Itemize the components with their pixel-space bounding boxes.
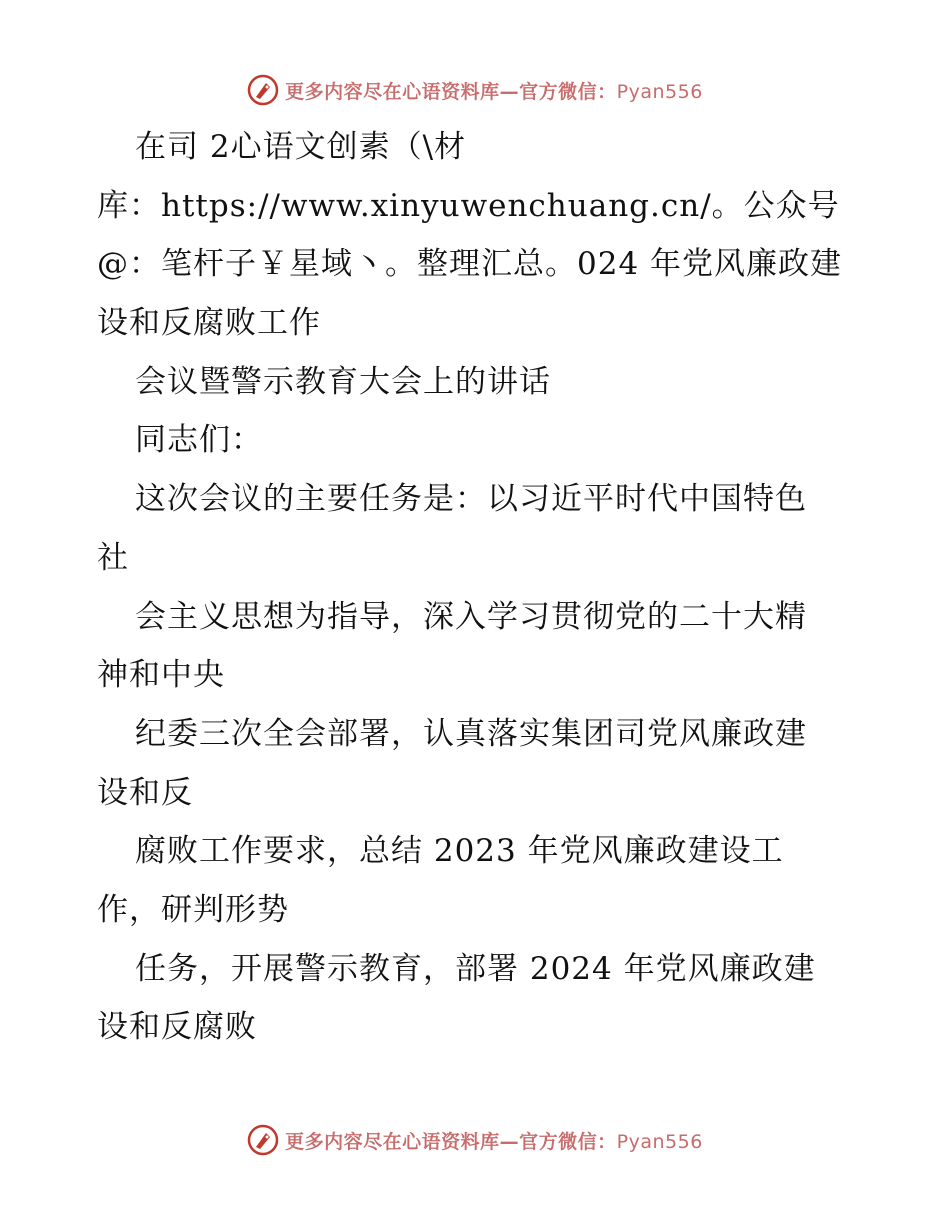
paragraph-line: 任务，开展警示教育，部署 2024 年党风廉政建 xyxy=(135,950,816,987)
paragraph-line: 腐败工作要求，总结 2023 年党风廉政建设工 xyxy=(135,833,784,870)
pen-nib-logo-icon xyxy=(247,74,279,106)
footer-banner-text xyxy=(285,1127,703,1154)
paragraph-line: 同志们： xyxy=(135,422,263,459)
paragraph-line: 在司 2心语文创素（\材 xyxy=(135,129,467,165)
paragraph-line: 设和反腐败 xyxy=(97,1009,257,1046)
paragraph-line: 会主义思想为指导，深入学习贯彻党的二十大精 xyxy=(135,598,807,635)
paragraph-line: 纪委三次全会部署，认真落实集团司党风廉政建 xyxy=(135,715,807,752)
footer-banner xyxy=(0,1120,950,1160)
footer-wechat-id: Pyan556 xyxy=(616,1130,703,1153)
paragraph-line: 设和反 xyxy=(97,774,193,811)
header-banner xyxy=(0,70,950,110)
header-banner-label: 更多内容尽在心语资料库—官方微信： xyxy=(285,80,617,103)
paragraph-line: 这次会议的主要任务是：以习近平时代中国特色 xyxy=(135,481,807,518)
paragraph-line: 会议暨警示教育大会上的讲话 xyxy=(135,363,551,400)
header-banner-text xyxy=(285,77,703,104)
paragraph-line: 作，研判形势 xyxy=(97,891,289,928)
pen-nib-logo-icon xyxy=(247,1124,279,1156)
paragraph-line: 社 xyxy=(97,539,129,576)
paragraph-line: 库：https://www.xinyuwenchuang.cn/。公众号 xyxy=(97,187,840,224)
document-body xyxy=(97,118,857,1057)
footer-banner-label: 更多内容尽在心语资料库—官方微信： xyxy=(285,1130,617,1153)
paragraph-line: @：笔杆子￥星域丶。整理汇总。024 年党风廉政建 xyxy=(97,246,843,283)
paragraph-line: 设和反腐败工作 xyxy=(97,305,321,342)
paragraph-line: 神和中央 xyxy=(97,657,225,694)
header-wechat-id: Pyan556 xyxy=(616,80,703,103)
